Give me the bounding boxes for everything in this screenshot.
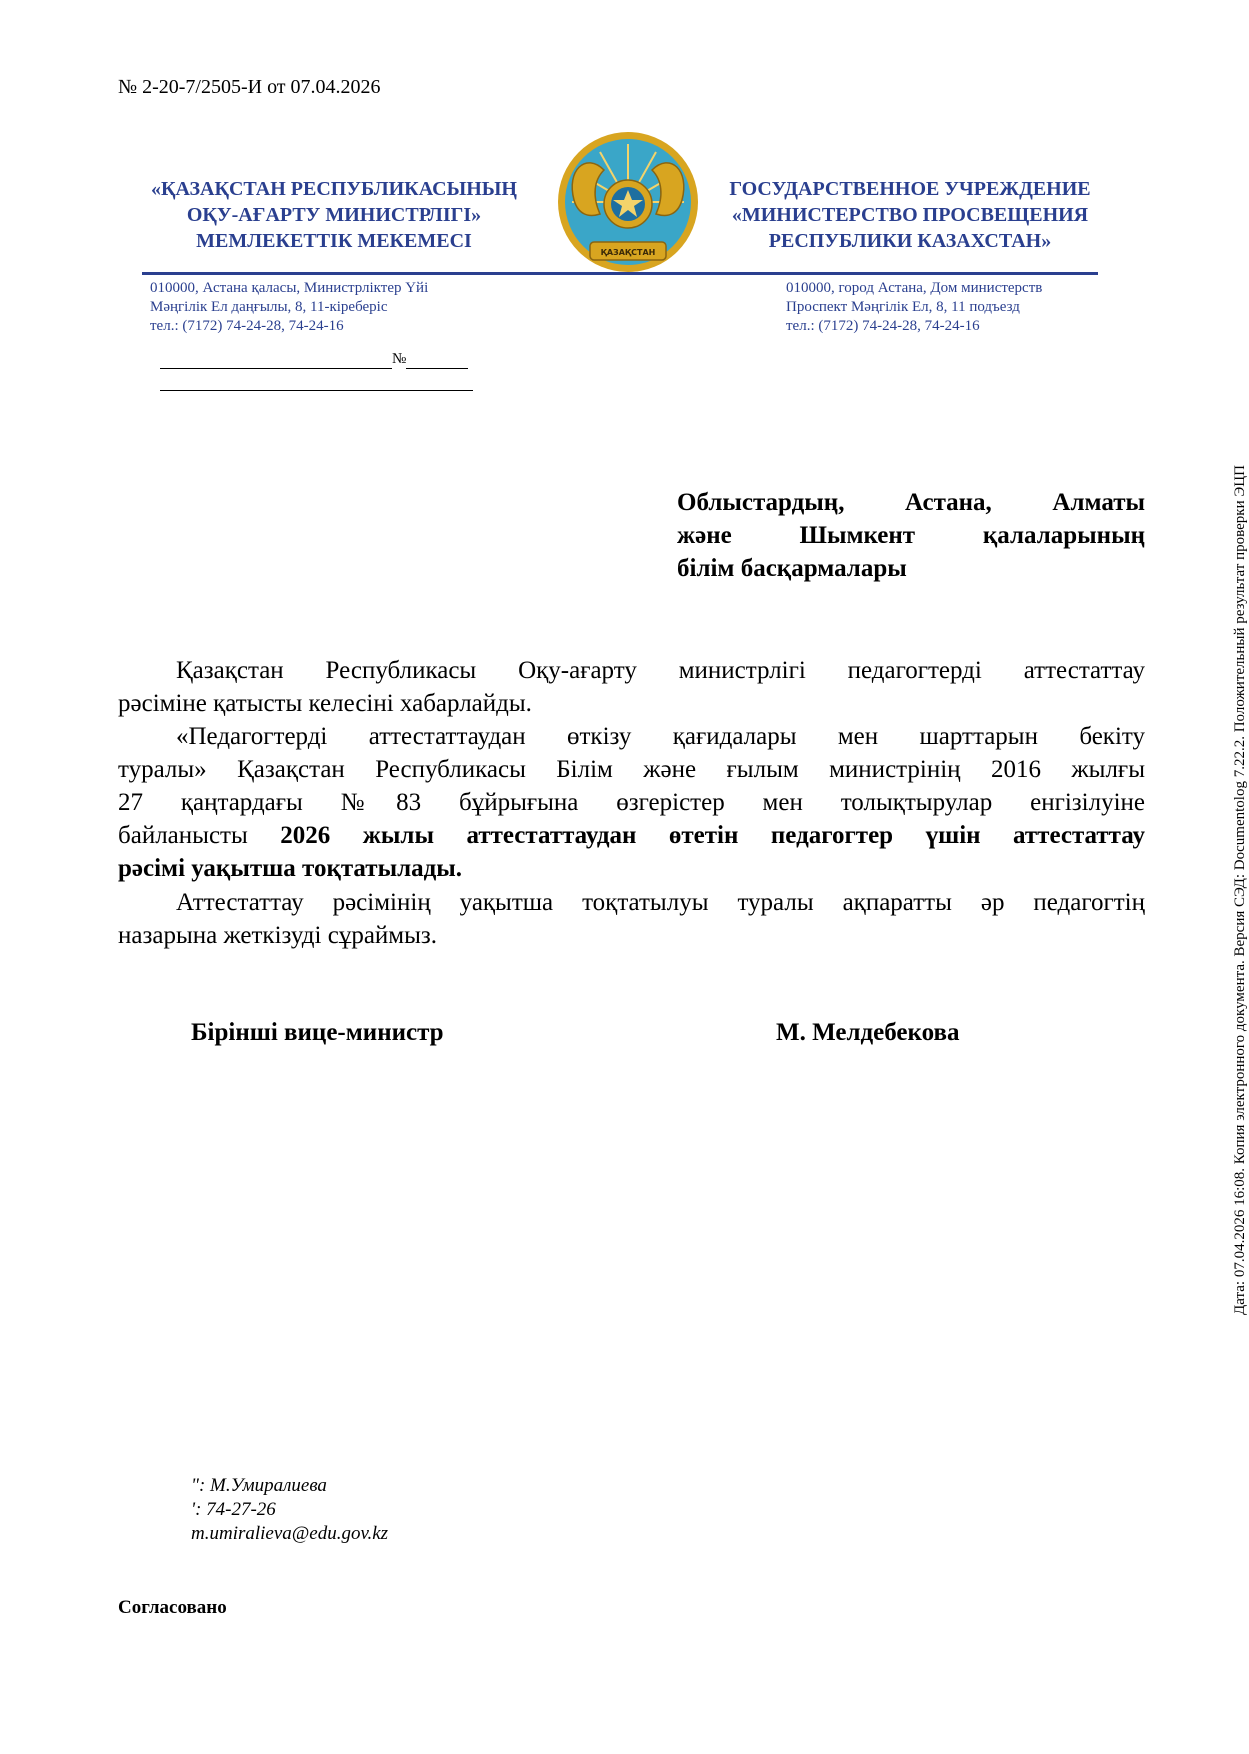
executor-name: ": М.Умиралиева — [191, 1475, 327, 1496]
body-paragraph-1 — [118, 654, 1145, 720]
body-line: туралы» Қазақстан Республикасы Білім және ғылым министрінің 2016 жылғы — [118, 756, 1145, 783]
org-ru-line: ГОСУДАРСТВЕННОЕ УЧРЕЖДЕНИЕ — [729, 178, 1091, 200]
body-text: байланысты — [118, 822, 281, 849]
signatory-name: М. Мелдебекова — [776, 1019, 960, 1046]
org-ru-line: «МИНИСТЕРСТВО ПРОСВЕЩЕНИЯ — [731, 204, 1089, 226]
state-emblem-icon — [556, 130, 700, 274]
org-ru-line: РЕСПУБЛИКИ КАЗАХСТАН» — [768, 230, 1052, 252]
address-ru-line: 010000, город Астана, Дом министерств — [786, 280, 1043, 296]
letterhead-org-ru — [700, 176, 1120, 254]
address-ru-line: Проспект Мәңгілік Ел, 8, 11 подъезд — [786, 299, 1020, 315]
address-ru-line: тел.: (7172) 74-24-28, 74-24-16 — [786, 318, 980, 334]
letterhead-org-kz — [124, 176, 544, 254]
org-kz-line: «ҚАЗАҚСТАН РЕСПУБЛИКАСЫНЫҢ — [151, 178, 517, 200]
body-line: Қазақстан Республикасы Оқу-ағарту министрлігі педагогтерді аттестаттау — [176, 657, 1145, 684]
executor-email: m.umiralieva@edu.gov.kz — [191, 1523, 389, 1544]
body-emphasis: рәсімі уақытша тоқтатылады. — [118, 855, 463, 882]
body-line: 27 қаңтардағы №83 бұйрығына өзгерістер мен толықтырулар енгізілуіне — [118, 789, 1145, 816]
body-line: рәсіміне қатысты келесіні хабарлайды. — [118, 690, 532, 717]
address-kz — [150, 279, 428, 336]
address-ru — [786, 279, 1042, 336]
agreed-label: Согласовано — [118, 1597, 227, 1618]
registration-line-2 — [160, 390, 473, 391]
org-kz-line: ОҚУ-АҒАРТУ МИНИСТРЛІГІ» — [186, 204, 482, 226]
executor-phone: ': 74-27-26 — [191, 1499, 276, 1520]
address-kz-line: тел.: (7172) 74-24-28, 74-24-16 — [150, 318, 344, 334]
body-paragraph-2 — [118, 720, 1145, 885]
body-line: Аттестаттау рәсімінің уақытша тоқтатылуы туралы ақпаратты әр педагогтің — [176, 889, 1145, 916]
body-paragraph-3 — [118, 886, 1145, 952]
emblem-caption: ҚАЗАҚСТАН — [600, 248, 656, 257]
edms-verification-stamp: Дата: 07.04.2026 16:08. Копия электронного документа. Версия СЭД: Documentolog 7.22.2. Положительный результат проверки ЭЦП — [1232, 465, 1248, 1315]
org-kz-line: МЕМЛЕКЕТТІК МЕКЕМЕСІ — [196, 230, 472, 252]
body-emphasis: 2026 жылы аттестаттаудан өтетін педагогтер үшін аттестаттау — [280, 822, 1145, 849]
executor-info — [191, 1474, 388, 1546]
recipient-line: және Шымкент қалаларының — [677, 522, 1145, 549]
letterhead-divider — [142, 272, 1098, 275]
recipient-block — [677, 486, 1145, 585]
registration-line — [160, 349, 468, 369]
address-kz-line: 010000, Астана қаласы, Министрліктер Үйі — [150, 280, 429, 296]
address-kz-line: Мәңгілік Ел даңғылы, 8, 11-кіреберіс — [150, 299, 388, 315]
body-line: «Педагогтерді аттестаттаудан өткізу қағидалары мен шарттарын бекіту — [176, 723, 1145, 750]
recipient-line: Облыстардың, Астана, Алматы — [677, 489, 1145, 516]
document-number: № 2-20-7/2505-И от 07.04.2026 — [118, 76, 381, 98]
body-line: назарына жеткізуді сұраймыз. — [118, 922, 438, 949]
recipient-line: білім басқармалары — [677, 555, 907, 582]
registration-number-label: № — [392, 351, 407, 367]
signatory-position: Бірінші вице-министр — [191, 1019, 444, 1046]
registration-number-blank — [406, 350, 468, 369]
registration-date-blank — [160, 350, 392, 369]
body-line — [118, 819, 1145, 852]
body-line — [118, 852, 1145, 885]
